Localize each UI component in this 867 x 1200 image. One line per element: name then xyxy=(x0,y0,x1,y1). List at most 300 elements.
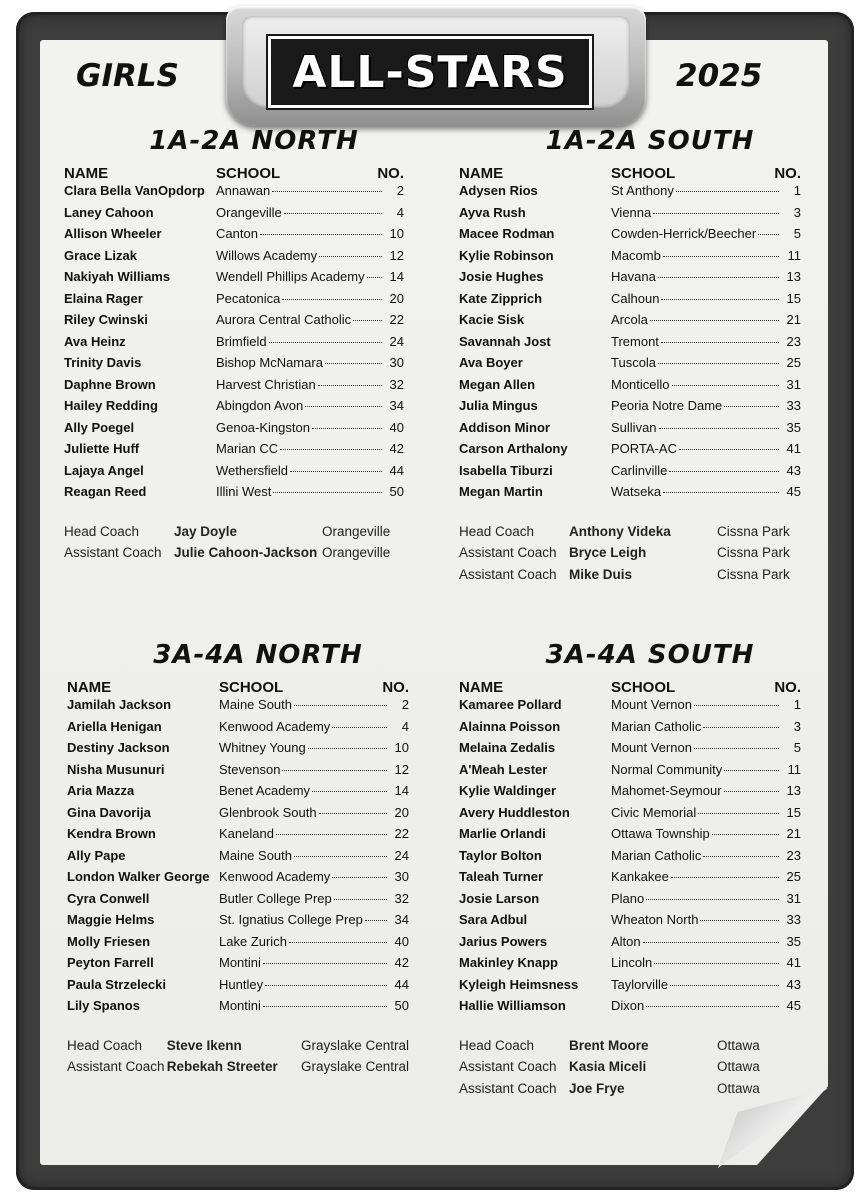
coach-role: Head Coach xyxy=(459,1037,535,1053)
player-row xyxy=(67,891,409,913)
coach-role: Assistant Coach xyxy=(64,545,162,560)
coach-row xyxy=(459,567,801,589)
player-row xyxy=(459,420,801,442)
player-school: St. Ignatius College Prep xyxy=(219,912,363,927)
player-name: Alainna Poisson xyxy=(459,718,561,734)
player-number: 25 xyxy=(786,355,801,370)
coach-name: Mike Duis xyxy=(569,566,633,582)
leader-dots xyxy=(332,877,387,878)
player-name: Megan Allen xyxy=(459,376,536,392)
leader-dots xyxy=(703,856,779,857)
player-school: Maine South xyxy=(219,697,292,712)
player-row xyxy=(64,398,404,420)
leader-dots xyxy=(280,449,382,450)
girls-label: GIRLS xyxy=(76,58,179,94)
leader-dots xyxy=(703,727,779,728)
leader-dots xyxy=(332,727,387,728)
player-name: Carson Arthalony xyxy=(459,441,568,456)
leader-dots xyxy=(712,834,779,835)
player-school: Alton xyxy=(611,933,641,949)
player-name: Aria Mazza xyxy=(67,783,135,798)
player-school: Lincoln xyxy=(611,955,653,970)
player-number: 12 xyxy=(394,761,409,777)
player-name: Avery Huddleston xyxy=(459,804,570,820)
player-school: Wethersfield xyxy=(216,462,289,478)
leader-dots xyxy=(679,449,779,450)
player-name: Kylie Robinson xyxy=(459,247,554,263)
player-name: Taylor Bolton xyxy=(459,847,542,863)
leader-dots xyxy=(724,770,779,771)
player-school: Taylorville xyxy=(611,976,669,992)
player-name: Kacie Sisk xyxy=(459,312,525,327)
player-row xyxy=(64,291,404,313)
player-name: Taleah Turner xyxy=(459,869,544,884)
coach-name: Anthony Videka xyxy=(569,523,671,539)
player-row xyxy=(459,463,801,485)
coach-name: Rebekah Streeter xyxy=(166,1059,278,1074)
player-name: Gina Davorija xyxy=(67,804,151,820)
coach-row xyxy=(64,545,404,567)
player-school: Wheaton North xyxy=(611,912,699,927)
player-row xyxy=(64,183,404,205)
player-name: Ally Pape xyxy=(67,847,126,863)
leader-dots xyxy=(308,748,387,749)
section-title: 3A-4A NORTH xyxy=(153,640,363,670)
leader-dots xyxy=(663,256,779,257)
player-name: Jamilah Jackson xyxy=(67,697,172,712)
player-number: 31 xyxy=(786,376,801,392)
coach-role: Assistant Coach xyxy=(67,1059,165,1074)
player-school: Mount Vernon xyxy=(611,740,692,755)
player-name: Ava Boyer xyxy=(459,355,523,370)
player-number: 44 xyxy=(394,976,409,992)
player-name: London Walker George xyxy=(67,869,210,884)
player-number: 3 xyxy=(793,204,801,220)
school-header: SCHOOL xyxy=(611,679,676,696)
leader-dots xyxy=(334,899,387,900)
column-header xyxy=(459,678,801,697)
player-name: Kendra Brown xyxy=(67,826,156,841)
coach-role: Head Coach xyxy=(459,523,535,539)
player-number: 15 xyxy=(786,290,801,306)
player-row xyxy=(459,934,801,956)
player-name: Ava Heinz xyxy=(64,333,126,349)
player-row xyxy=(67,805,409,827)
player-row xyxy=(459,484,801,506)
player-name: Laney Cahoon xyxy=(64,204,154,220)
player-school: Civic Memorial xyxy=(611,804,697,820)
leader-dots xyxy=(658,363,779,364)
player-school: Carlinville xyxy=(611,462,668,478)
leader-dots xyxy=(659,428,779,429)
player-row xyxy=(459,998,801,1020)
player-row xyxy=(459,869,801,891)
player-number: 24 xyxy=(389,333,404,349)
number-header: NO. xyxy=(774,679,801,696)
player-number: 32 xyxy=(394,890,409,906)
player-row xyxy=(64,248,404,270)
leader-dots xyxy=(676,191,779,192)
player-number: 21 xyxy=(786,312,801,327)
coach-row xyxy=(67,1059,409,1081)
player-name: Josie Hughes xyxy=(459,269,544,284)
coach-school: Grayslake Central xyxy=(300,1059,409,1074)
leader-dots xyxy=(698,813,779,814)
player-number: 30 xyxy=(389,355,404,370)
player-number: 40 xyxy=(389,419,404,435)
player-school: Canton xyxy=(216,226,258,241)
leader-dots xyxy=(289,942,387,943)
leader-dots xyxy=(653,213,779,214)
player-row xyxy=(459,441,801,463)
number-header: NO. xyxy=(774,165,801,182)
player-school: Sullivan xyxy=(611,419,657,435)
player-school: Orangeville xyxy=(216,204,282,220)
player-name: Kyleigh Heimsness xyxy=(459,976,579,992)
coach-role: Head Coach xyxy=(67,1037,143,1053)
coach-school: Cissna Park xyxy=(717,566,790,582)
leader-dots xyxy=(643,942,779,943)
name-header: NAME xyxy=(459,679,504,696)
leader-dots xyxy=(318,385,382,386)
player-name: Makinley Knapp xyxy=(459,955,558,970)
player-school: Havana xyxy=(611,269,656,284)
coach-name: Brent Moore xyxy=(569,1037,649,1053)
player-number: 34 xyxy=(389,398,404,413)
player-school: Wendell Phillips Academy xyxy=(216,269,365,284)
player-row xyxy=(459,740,801,762)
player-school: Cowden-Herrick/Beecher xyxy=(611,226,757,241)
player-name: Savannah Jost xyxy=(459,333,551,349)
player-number: 4 xyxy=(396,204,404,220)
player-number: 20 xyxy=(394,804,409,820)
leader-dots xyxy=(290,471,382,472)
leader-dots xyxy=(646,899,779,900)
player-school: Montini xyxy=(219,998,261,1013)
player-school: Stevenson xyxy=(219,761,281,777)
player-name: Molly Friesen xyxy=(67,933,151,949)
number-header: NO. xyxy=(382,679,409,696)
school-header: SCHOOL xyxy=(611,165,676,182)
leader-dots xyxy=(724,791,779,792)
player-school: Illini West xyxy=(216,484,272,499)
coach-name: Kasia Miceli xyxy=(569,1059,647,1074)
leader-dots xyxy=(294,705,387,706)
leader-dots xyxy=(305,406,382,407)
player-number: 13 xyxy=(786,783,801,798)
player-number: 45 xyxy=(786,998,801,1013)
leader-dots xyxy=(260,234,382,235)
player-name: Isabella Tiburzi xyxy=(459,462,553,478)
player-name: Hailey Redding xyxy=(64,398,158,413)
coach-row xyxy=(459,1081,801,1103)
player-school: Maine South xyxy=(219,847,292,863)
player-name: Macee Rodman xyxy=(459,226,555,241)
player-number: 25 xyxy=(786,869,801,884)
coaches-list xyxy=(459,1038,801,1103)
player-row xyxy=(64,312,404,334)
player-name: Clara Bella VanOpdorp xyxy=(64,183,205,198)
coach-name: Jay Doyle xyxy=(174,523,238,539)
player-name: Riley Cwinski xyxy=(64,312,148,327)
player-school: Benet Academy xyxy=(219,783,311,798)
player-school: Kenwood Academy xyxy=(219,718,331,734)
player-number: 33 xyxy=(786,912,801,927)
leader-dots xyxy=(276,834,387,835)
player-name: Trinity Davis xyxy=(64,355,142,370)
player-number: 35 xyxy=(786,933,801,949)
leader-dots xyxy=(669,471,779,472)
player-school: Tremont xyxy=(611,333,659,349)
leader-dots xyxy=(319,813,387,814)
player-school: Monticello xyxy=(611,376,670,392)
player-school: Mahomet-Seymour xyxy=(611,783,722,798)
leader-dots xyxy=(282,770,387,771)
player-name: A'Meah Lester xyxy=(459,761,548,777)
leader-dots xyxy=(646,1006,779,1007)
leader-dots xyxy=(672,385,779,386)
player-number: 31 xyxy=(786,890,801,906)
player-name: Megan Martin xyxy=(459,484,543,499)
leader-dots xyxy=(263,1006,387,1007)
player-row xyxy=(459,377,801,399)
leader-dots xyxy=(294,856,387,857)
player-school: Macomb xyxy=(611,247,661,263)
player-number: 14 xyxy=(389,269,404,284)
player-name: Marlie Orlandi xyxy=(459,826,546,841)
player-name: Jarius Powers xyxy=(459,933,548,949)
player-school: Plano xyxy=(611,890,645,906)
player-name: Daphne Brown xyxy=(64,376,156,392)
player-row xyxy=(67,848,409,870)
player-row xyxy=(459,783,801,805)
player-row xyxy=(459,183,801,205)
player-row xyxy=(67,740,409,762)
leader-dots xyxy=(367,277,382,278)
player-row xyxy=(459,697,801,719)
player-number: 35 xyxy=(786,419,801,435)
player-number: 13 xyxy=(786,269,801,284)
player-school: Vienna xyxy=(611,204,652,220)
player-row xyxy=(67,912,409,934)
coach-row xyxy=(459,545,801,567)
player-number: 12 xyxy=(389,247,404,263)
player-name: Josie Larson xyxy=(459,890,540,906)
player-name: Destiny Jackson xyxy=(67,740,170,755)
player-school: St Anthony xyxy=(611,183,674,198)
section-3a-4a-north xyxy=(67,640,409,1081)
player-name: Julia Mingus xyxy=(459,398,538,413)
title-banner xyxy=(268,36,592,108)
player-name: Cyra Conwell xyxy=(67,890,150,906)
section-1a-2a-south xyxy=(459,126,801,588)
player-row xyxy=(67,934,409,956)
player-school: Whitney Young xyxy=(219,740,306,755)
player-number: 43 xyxy=(786,462,801,478)
coach-name: Steve Ikenn xyxy=(166,1037,242,1053)
player-number: 5 xyxy=(793,226,801,241)
leader-dots xyxy=(661,299,779,300)
player-number: 4 xyxy=(401,718,409,734)
player-row xyxy=(67,869,409,891)
coach-role: Assistant Coach xyxy=(459,1059,557,1074)
player-row xyxy=(64,441,404,463)
player-name: Lily Spanos xyxy=(67,998,140,1013)
player-row xyxy=(67,783,409,805)
leader-dots xyxy=(353,320,382,321)
leader-dots xyxy=(269,342,382,343)
player-school: Lake Zurich xyxy=(219,933,287,949)
player-number: 20 xyxy=(389,290,404,306)
player-row xyxy=(67,719,409,741)
player-row xyxy=(67,955,409,977)
player-row xyxy=(459,719,801,741)
player-name: Hallie Williamson xyxy=(459,998,566,1013)
leader-dots xyxy=(670,985,779,986)
player-row xyxy=(459,355,801,377)
player-row xyxy=(67,998,409,1020)
leader-dots xyxy=(319,256,382,257)
player-row xyxy=(459,805,801,827)
player-row xyxy=(64,377,404,399)
leader-dots xyxy=(658,277,779,278)
school-header: SCHOOL xyxy=(219,679,284,696)
leader-dots xyxy=(273,492,382,493)
name-header: NAME xyxy=(64,165,109,182)
player-school: Montini xyxy=(219,955,261,970)
coach-school: Ottawa xyxy=(717,1080,760,1096)
player-name: Ariella Henigan xyxy=(67,718,162,734)
coaches-list xyxy=(64,524,404,567)
player-number: 50 xyxy=(394,998,409,1013)
year-label: 2025 xyxy=(676,58,763,94)
section-1a-2a-north xyxy=(64,126,404,567)
player-school: Abingdon Avon xyxy=(216,398,304,413)
leader-dots xyxy=(661,342,779,343)
coach-school: Ottawa xyxy=(717,1037,760,1053)
player-name: Grace Lizak xyxy=(64,247,137,263)
player-name: Kamaree Pollard xyxy=(459,697,562,712)
leader-dots xyxy=(263,963,387,964)
player-row xyxy=(459,848,801,870)
player-school: Marian CC xyxy=(216,441,279,456)
player-school: Marian Catholic xyxy=(611,847,702,863)
player-name: Kylie Waldinger xyxy=(459,783,557,798)
player-school: Marian Catholic xyxy=(611,718,702,734)
player-number: 24 xyxy=(394,847,409,863)
player-number: 34 xyxy=(394,912,409,927)
player-number: 45 xyxy=(786,484,801,499)
player-number: 42 xyxy=(389,441,404,456)
column-header xyxy=(64,164,404,183)
player-name: Reagan Reed xyxy=(64,484,147,499)
leader-dots xyxy=(694,748,779,749)
player-row xyxy=(64,269,404,291)
player-name: Maggie Helms xyxy=(67,912,155,927)
player-row xyxy=(64,484,404,506)
coach-name: Julie Cahoon-Jackson xyxy=(174,545,318,560)
player-name: Nisha Musunuri xyxy=(67,761,165,777)
player-number: 1 xyxy=(793,697,801,712)
player-school: Peoria Notre Dame xyxy=(611,398,723,413)
player-number: 14 xyxy=(394,783,409,798)
player-number: 32 xyxy=(389,376,404,392)
player-number: 42 xyxy=(394,955,409,970)
leader-dots xyxy=(312,791,387,792)
player-row xyxy=(459,205,801,227)
leader-dots xyxy=(325,363,382,364)
leader-dots xyxy=(758,234,779,235)
player-row xyxy=(459,398,801,420)
coach-role: Assistant Coach xyxy=(459,566,557,582)
player-row xyxy=(459,891,801,913)
player-name: Nakiyah Williams xyxy=(64,269,171,284)
player-row xyxy=(459,955,801,977)
player-row xyxy=(459,334,801,356)
player-row xyxy=(67,826,409,848)
player-name: Melaina Zedalis xyxy=(459,740,556,755)
player-row xyxy=(64,355,404,377)
player-school: Tuscola xyxy=(611,355,657,370)
player-number: 15 xyxy=(786,804,801,820)
player-row xyxy=(67,697,409,719)
section-title: 1A-2A NORTH xyxy=(149,126,359,156)
section-title: 1A-2A SOUTH xyxy=(545,126,755,156)
coach-school: Grayslake Central xyxy=(300,1037,409,1053)
player-number: 11 xyxy=(787,247,801,263)
leader-dots xyxy=(654,963,779,964)
coach-role: Assistant Coach xyxy=(459,1080,557,1096)
player-row xyxy=(67,977,409,999)
coach-role: Assistant Coach xyxy=(459,545,557,560)
player-number: 3 xyxy=(793,718,801,734)
column-header xyxy=(67,678,409,697)
number-header: NO. xyxy=(377,165,404,182)
page-title: ALL-STARS xyxy=(292,46,568,98)
player-number: 10 xyxy=(389,226,404,241)
player-number: 22 xyxy=(389,312,404,327)
name-header: NAME xyxy=(67,679,112,696)
player-row xyxy=(64,334,404,356)
player-name: Peyton Farrell xyxy=(67,955,154,970)
player-school: Brimfield xyxy=(216,333,267,349)
player-school: Ottawa Township xyxy=(611,826,710,841)
player-school: Calhoun xyxy=(611,290,660,306)
player-number: 5 xyxy=(793,740,801,755)
player-number: 2 xyxy=(396,183,404,198)
player-row xyxy=(64,420,404,442)
leader-dots xyxy=(365,920,387,921)
player-row xyxy=(459,977,801,999)
player-number: 33 xyxy=(786,398,801,413)
coaches-list xyxy=(459,524,801,589)
player-school: Arcola xyxy=(611,312,648,327)
player-school: Kaneland xyxy=(219,826,274,841)
player-school: Kenwood Academy xyxy=(219,869,331,884)
player-school: Mount Vernon xyxy=(611,697,692,712)
player-school: Dixon xyxy=(611,998,645,1013)
section-title: 3A-4A SOUTH xyxy=(545,640,755,670)
player-row xyxy=(459,248,801,270)
leader-dots xyxy=(312,428,382,429)
player-school: Glenbrook South xyxy=(219,804,317,820)
player-school: Genoa-Kingston xyxy=(216,419,310,435)
player-number: 11 xyxy=(787,761,801,777)
leader-dots xyxy=(272,191,382,192)
player-school: Bishop McNamara xyxy=(216,355,323,370)
player-name: Paula Strzelecki xyxy=(67,976,166,992)
player-name: Juliette Huff xyxy=(64,441,140,456)
